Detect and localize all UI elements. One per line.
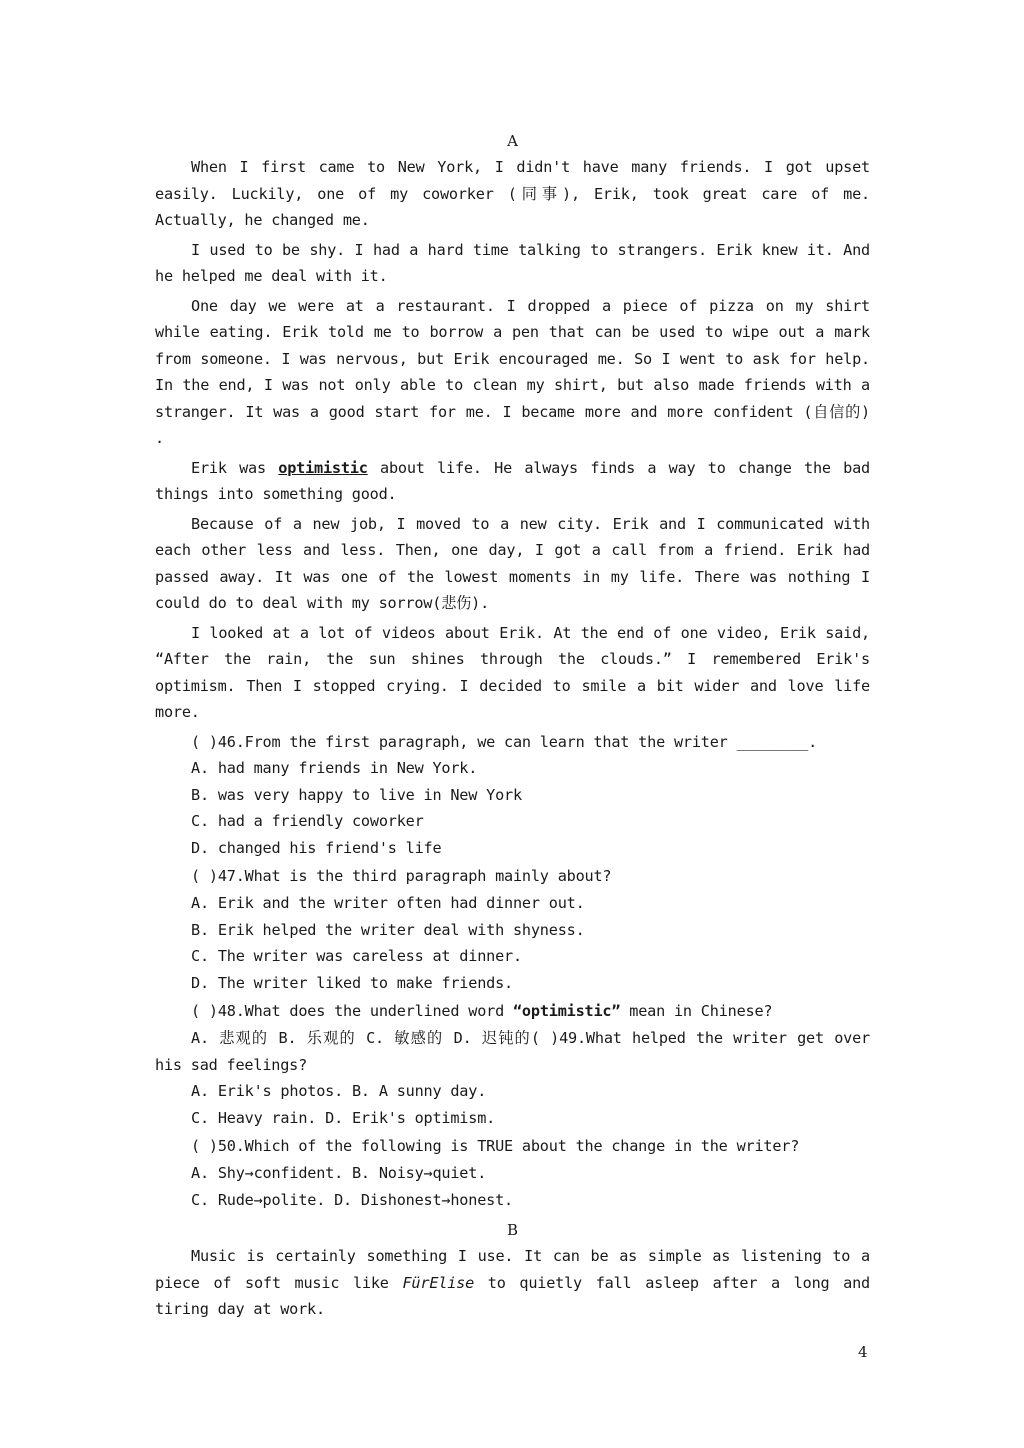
question-50 [155, 1133, 870, 1213]
question-48-stem-after: mean in Chinese? [620, 1002, 773, 1021]
passage-a-paragraph-4 [155, 455, 870, 508]
question-46-option-a: A. had many friends in New York. [191, 759, 478, 778]
passage-a-paragraph-3: One day we were at a restaurant. I dropped a piece of pizza on my shirt while eating. Erik told me to borrow a pen that can be used to wipe out a mark from someone. I was nervous, but Erik encouraged me. So I went to ask for help. In the end, I was not only able to clean my shirt, but also made friends with a stranger. It was a good start for me. I became more and more confident (自信的) . [155, 296, 870, 447]
question-48-stem [155, 998, 870, 1025]
passage-a-paragraph-1: When I first came to New York, I didn't have many friends. I got upset easily. Luckily, one of my coworker (同事), Erik, took great care of me. Actually, he changed me. [155, 158, 870, 229]
passage-b-before: Music is certainly something I use. It can be as simple as listening to a piece of soft music like [155, 1247, 870, 1292]
music-title: FürElise [402, 1273, 475, 1292]
question-50-options-ab: A. Shy→confident. B. Noisy→quiet. [191, 1164, 487, 1182]
question-49-options-cd: C. Heavy rain. D. Erik's optimism. [191, 1108, 496, 1127]
question-49-options-ab: A. Erik's photos. B. A sunny day. [191, 1082, 487, 1101]
question-46 [155, 729, 870, 862]
question-49 [155, 1078, 870, 1131]
paragraph-4-before: Erik was [191, 458, 279, 477]
question-50-options-cd: C. Rude→polite. D. Dishonest→honest. [191, 1190, 513, 1209]
document-page [155, 128, 870, 1326]
question-47-option-c: C. The writer was careless at dinner. [191, 947, 522, 966]
question-47 [155, 863, 870, 996]
section-a-heading: A [507, 132, 518, 150]
question-46-option-c: C. had a friendly coworker [191, 812, 424, 831]
question-47-option-b: B. Erik helped the writer deal with shyness. [191, 920, 585, 939]
passage-a-paragraph-6: I looked at a lot of videos about Erik. At the end of one video, Erik said, “After the rain, the sun shines through the clouds.” I remembered Erik's optimism. Then I stopped crying. I decided to smile a bit wider and love life more. [155, 623, 870, 721]
question-48 [155, 998, 870, 1078]
passage-a-paragraph-2: I used to be shy. I had a hard time talking to strangers. Erik knew it. And he helped me deal with it. [155, 240, 870, 285]
question-48-stem-before: ( )48.What does the underlined word [191, 1002, 513, 1021]
section-b-heading: B [506, 1221, 519, 1240]
passage-b-paragraph-1 [155, 1243, 870, 1323]
question-46-stem: ( )46.From the first paragraph, we can learn that the writer ________. [191, 732, 818, 751]
question-48-options-and-question-49-stem [155, 1025, 870, 1078]
underlined-word-optimistic: optimistic [278, 458, 368, 477]
page-number: 4 [858, 1343, 868, 1361]
question-48-word: “optimistic” [512, 1002, 621, 1021]
question-49-stem: ( )49.What helped the writer get over his sad feelings? [155, 1029, 870, 1074]
question-47-option-a: A. Erik and the writer often had dinner out. [191, 894, 585, 913]
question-50-stem: ( )50.Which of the following is TRUE about the change in the writer? [191, 1137, 800, 1156]
passage-b-after: to quietly fall asleep after a long and tiring day at work. [155, 1273, 871, 1319]
paragraph-4-after: about life. He always finds a way to change the bad things into something good. [155, 458, 870, 503]
question-46-option-d: D. changed his friend's life [191, 838, 442, 857]
question-48-options: A. 悲观的 B. 乐观的 C. 敏感的 D. 迟钝的 [191, 1029, 531, 1048]
question-46-option-b: B. was very happy to live in New York [191, 785, 522, 804]
question-47-option-d: D. The writer liked to make friends. [191, 973, 513, 992]
passage-a-paragraph-5: Because of a new job, I moved to a new city. Erik and I communicated with each other less and less. Then, one day, I got a call from a friend. Erik had passed away. It was one of the lowest moments in my life. There was nothing I could do to deal with my sorrow(悲伤). [155, 514, 870, 612]
question-47-stem: ( )47.What is the third paragraph mainly about? [191, 867, 612, 886]
